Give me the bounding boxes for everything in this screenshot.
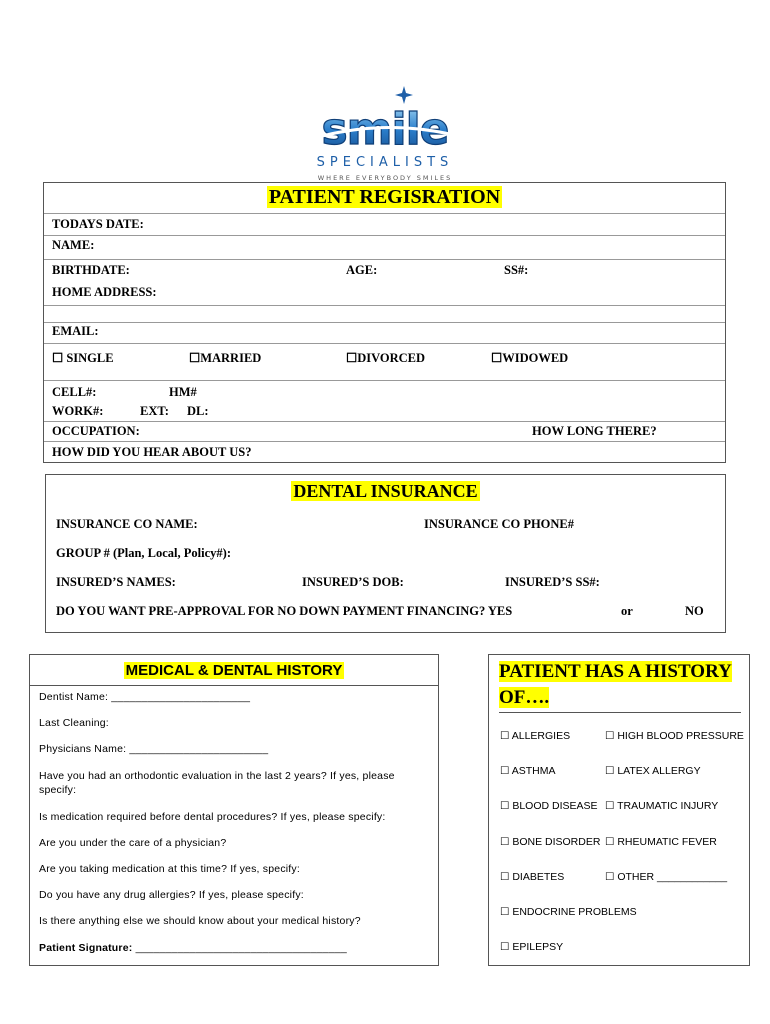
birthdate-label: BIRTHDATE: xyxy=(52,263,130,277)
smile-specialists-logo xyxy=(300,86,470,186)
dl-label: DL: xyxy=(187,404,209,418)
allergies-checkbox[interactable]: ☐ ALLERGIES xyxy=(500,730,571,742)
cell-label: CELL#: xyxy=(52,385,97,399)
history-title: PATIENT HAS A HISTORY OF…. xyxy=(499,661,732,708)
ss-label: SS#: xyxy=(504,263,529,277)
email-label: EMAIL: xyxy=(52,324,99,338)
patient-signature-label: Patient Signature: xyxy=(39,942,133,954)
work-label: WORK#: xyxy=(52,404,104,418)
dental-insurance-section xyxy=(45,474,726,633)
other-checkbox[interactable]: ☐ OTHER ____________ xyxy=(605,871,728,883)
insurance-co-phone-label: INSURANCE CO PHONE# xyxy=(424,517,575,531)
age-label: AGE: xyxy=(346,263,378,277)
medical-dental-history-section xyxy=(29,654,439,966)
married-checkbox[interactable]: ☐MARRIED xyxy=(189,351,262,365)
latex-allergy-checkbox[interactable]: ☐ LATEX ALLERGY xyxy=(605,765,701,777)
patient-registration-section xyxy=(43,182,726,463)
widowed-checkbox[interactable]: ☐WIDOWED xyxy=(491,351,569,365)
traumatic-injury-checkbox[interactable]: ☐ TRAUMATIC INJURY xyxy=(605,800,719,812)
pre-approval-or: or xyxy=(621,604,633,618)
drug-allergies-question: Do you have any drug allergies? If yes, please specify: xyxy=(39,889,304,901)
ext-label: EXT: xyxy=(140,404,169,418)
logo-tagline: WHERE EVERYBODY SMILES xyxy=(317,174,453,182)
insured-ss-label: INSURED’S SS#: xyxy=(505,575,600,589)
taking-medication-question: Are you taking medication at this time? If yes, specify: xyxy=(39,863,300,875)
medication-required-question: Is medication required before dental procedures? If yes, please specify: xyxy=(39,811,386,823)
occupation-label: OCCUPATION: xyxy=(52,424,140,438)
insurance-co-name-label: INSURANCE CO NAME: xyxy=(56,517,198,531)
logo-sub: SPECIALISTS xyxy=(316,155,454,170)
todays-date-label: TODAYS DATE: xyxy=(52,217,144,231)
medical-history-title: MEDICAL & DENTAL HISTORY xyxy=(125,662,343,679)
single-checkbox[interactable]: ☐ SINGLE xyxy=(52,351,114,365)
patient-signature-line[interactable]: ___________________________________ xyxy=(132,942,347,954)
pre-approval-question: DO YOU WANT PRE-APPROVAL FOR NO DOWN PAYMENT FINANCING? YES xyxy=(56,604,513,618)
ortho-evaluation-question: Have you had an orthodontic evaluation in the last 2 years? If yes, please specify: xyxy=(39,770,395,796)
bone-disorder-checkbox[interactable]: ☐ BONE DISORDER xyxy=(500,836,601,848)
diabetes-checkbox[interactable]: ☐ DIABETES xyxy=(500,871,565,883)
blood-disease-checkbox[interactable]: ☐ BLOOD DISEASE xyxy=(500,800,598,812)
anything-else-question: Is there anything else we should know about your medical history? xyxy=(39,915,361,927)
name-label: NAME: xyxy=(52,238,95,252)
registration-title: PATIENT REGISRATION xyxy=(268,186,501,208)
rheumatic-fever-checkbox[interactable]: ☐ RHEUMATIC FEVER xyxy=(605,836,717,848)
endocrine-problems-checkbox[interactable]: ☐ ENDOCRINE PROBLEMS xyxy=(500,906,637,918)
pre-approval-no: NO xyxy=(685,604,704,618)
dentist-name-field: Dentist Name: _______________________ xyxy=(39,691,251,703)
epilepsy-checkbox[interactable]: ☐ EPILEPSY xyxy=(500,941,564,953)
patient-history-section xyxy=(488,654,750,966)
asthma-checkbox[interactable]: ☐ ASTHMA xyxy=(500,765,556,777)
hear-about-us-label: HOW DID YOU HEAR ABOUT US? xyxy=(52,445,252,459)
home-phone-label: HM# xyxy=(169,385,197,399)
sparkle-icon xyxy=(395,86,413,104)
last-cleaning-field: Last Cleaning: xyxy=(39,717,109,729)
group-number-label: GROUP # (Plan, Local, Policy#): xyxy=(56,546,231,560)
physician-care-question: Are you under the care of a physician? xyxy=(39,837,227,849)
home-address-label: HOME ADDRESS: xyxy=(52,285,157,299)
physician-name-field: Physicians Name: _______________________ xyxy=(39,743,269,755)
high-blood-pressure-checkbox[interactable]: ☐ HIGH BLOOD PRESSURE xyxy=(605,730,744,742)
insured-dob-label: INSURED’S DOB: xyxy=(302,575,404,589)
insured-names-label: INSURED’S NAMES: xyxy=(56,575,176,589)
divorced-checkbox[interactable]: ☐DIVORCED xyxy=(346,351,426,365)
logo-brand: smile xyxy=(321,104,449,155)
how-long-there-label: HOW LONG THERE? xyxy=(532,424,657,438)
insurance-title: DENTAL INSURANCE xyxy=(293,481,478,501)
